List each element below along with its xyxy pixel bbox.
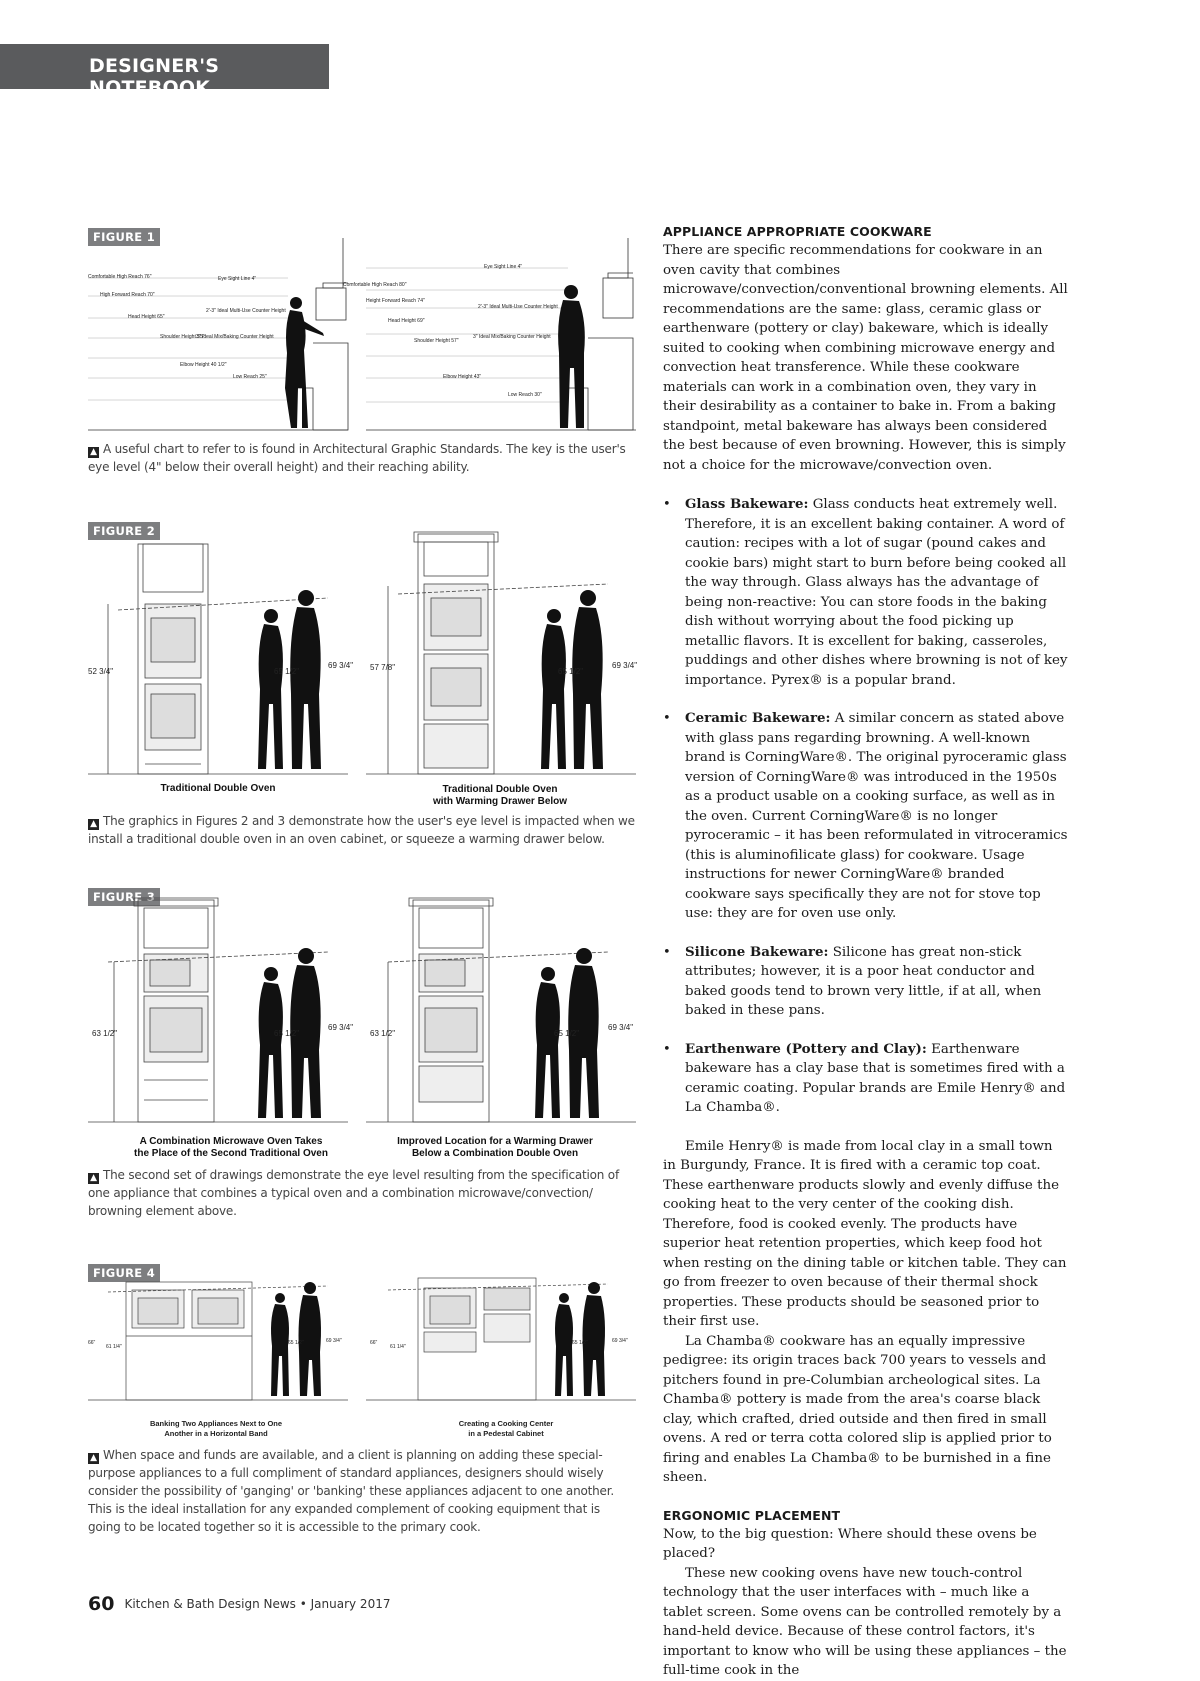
fig3-dim: 65 1/2" <box>274 1029 300 1038</box>
figure-3-drawing <box>88 890 636 1162</box>
fig1-right-label: Head Height 69" <box>388 318 425 324</box>
fig3-dim: 63 1/2" <box>370 1029 396 1038</box>
article-column <box>663 222 1068 1681</box>
figure-4-drawing <box>88 1268 636 1440</box>
fig1-left-label: Head Height 65" <box>128 314 165 320</box>
fig4-dim: 69 3/4" <box>326 1338 342 1344</box>
figure-2-drawing <box>88 524 636 806</box>
figure-3 <box>88 886 636 1220</box>
figure-3-titles <box>88 1134 636 1162</box>
figure-4-caption <box>88 1446 636 1536</box>
section-banner: DESIGNER'S NOTEBOOK <box>0 44 329 89</box>
fig2-dim: 52 3/4" <box>88 667 114 676</box>
arrow-up-icon: ▲ <box>88 819 99 830</box>
fig4-dim: 65 1/2" <box>288 1340 304 1346</box>
page-number: 60 <box>88 1593 115 1615</box>
fig3-dim: 69 3/4" <box>608 1023 634 1032</box>
fig4-dim: 61 1/4" <box>106 1344 122 1350</box>
list-item-term: Silicone Bakeware: <box>685 943 829 960</box>
article-paragraph: There are specific recommendations for cookware in an oven cavity that combines microwave/convection/conventional browning elements. All recommendations are the same: glass, ceramic glass or earthenware (pottery or clay) bakeware, which is ideally suited to cooking when combining microwave energy and convection heat transference. While these cookware materials can work in a combination oven, they vary in their desirability as a container to bake in. From a baking standpoint, metal bakeware has always been considered the best because of even browning. However, this is simply not a choice for the microwave/convection oven. <box>663 243 1068 473</box>
figure-1-svg <box>88 238 636 438</box>
fig4-left-title: Another in a Horizontal Band <box>164 1429 268 1438</box>
figure-1 <box>88 226 636 476</box>
fig3-left-title: A Combination Microwave Oven Takes <box>139 1136 323 1147</box>
caption-text: A useful chart to refer to is found in Architectural Graphic Standards. The key is the user's eye level (4" below their overall height) and their reaching ability. <box>88 442 626 474</box>
arrow-up-icon: ▲ <box>88 1453 99 1464</box>
fig1-left-label: 2'-3" Ideal Multi-Use Counter Height <box>206 308 286 314</box>
figure-4 <box>88 1262 636 1536</box>
list-item-term: Glass Bakeware: <box>685 496 809 512</box>
fig4-right-title: Creating a Cooking Center <box>458 1419 554 1428</box>
fig2-dim: 69 3/4" <box>328 661 354 670</box>
fig3-dim: 63 1/2" <box>92 1029 118 1038</box>
fig3-right-title: Improved Location for a Warming Drawer <box>397 1136 593 1147</box>
figure-2-svg <box>88 524 636 792</box>
fig2-right-title: with Warming Drawer Below <box>432 796 568 807</box>
list-item <box>663 709 1068 924</box>
fig4-dim: 61 1/4" <box>390 1344 406 1350</box>
fig1-left-label: Eye Sight Line 4" <box>218 276 257 282</box>
fig2-right-title: Traditional Double Oven <box>442 784 558 795</box>
fig1-left-label: Low Reach 25" <box>233 374 267 380</box>
fig3-dim: 69 3/4" <box>328 1023 354 1032</box>
list-item-term: Earthenware (Pottery and Clay): <box>685 1040 927 1057</box>
cookware-list <box>663 495 1068 1118</box>
section-heading: APPLIANCE APPROPRIATE COOKWARE <box>663 224 932 239</box>
fig1-right-label: Comfortable High Reach 80" <box>343 282 407 288</box>
fig1-left-label: Elbow Height 40 1/2" <box>180 362 227 368</box>
fig1-left-label: Shoulder Height 55" <box>160 334 205 340</box>
figure-4-svg <box>88 1268 636 1418</box>
list-item <box>663 495 1068 690</box>
arrow-up-icon: ▲ <box>88 447 99 458</box>
list-item-text: Silicone has great non-stick attributes; however, it is a poor heat conductor and baked goods tend to brown very little, if at all, when baked in these pans. <box>685 944 1042 1018</box>
article-paragraph: La Chamba® cookware has an equally impressive pedigree: its origin traces back 700 years to vessels and pitchers found in pre-Columbian archeological sites. La Chamba® pottery is made from the area's coarse black clay, which crafted, dried outside and then fired in small ovens. A red or terra cotta colored slip is applied prior to firing and enables La Chamba® to be burnished in a fine sheen. <box>663 1333 1052 1485</box>
caption-text: The graphics in Figures 2 and 3 demonstrate how the user's eye level is impacted when we install a traditional double oven in an oven cabinet, or squeeze a warming drawer below. <box>88 814 635 846</box>
fig1-right-label: 2'-3" Ideal Multi-Use Counter Height <box>478 304 558 310</box>
figure-label: FIGURE 2 <box>88 522 160 540</box>
figure-3-svg <box>88 890 636 1134</box>
fig4-left-title: Banking Two Appliances Next to One <box>149 1419 283 1428</box>
figure-2 <box>88 520 636 848</box>
article-paragraph: Emile Henry® is made from local clay in a small town in Burgundy, France. It is fired with a ceramic top coat. These earthenware products slowly and evenly diffuse the cooking heat to the very center of the cooking dish. Therefore, food is cooked evenly. The products have superior heat retention properties, which keep food hot when resting on the dining table or kitchen table. They can go from freezer to oven because of their thermal shock properties. These products should be seasoned prior to their first use. <box>663 1138 1067 1329</box>
list-item-term: Ceramic Bakeware: <box>685 710 831 726</box>
fig3-right-title: Below a Combination Double Oven <box>411 1148 579 1159</box>
fig4-dim: 66" <box>88 1340 96 1346</box>
figure-label: FIGURE 3 <box>88 888 160 906</box>
fig1-right-label: Low Reach 30" <box>508 392 542 398</box>
fig3-left-title: the Place of the Second Traditional Oven <box>134 1148 328 1159</box>
fig2-dim: 57 7/8" <box>370 663 396 672</box>
figure-label: FIGURE 1 <box>88 228 160 246</box>
fig4-right-title: in a Pedestal Cabinet <box>468 1429 544 1438</box>
section-heading: ERGONOMIC PLACEMENT <box>663 1507 841 1523</box>
fig1-right-label: Height Forward Reach 74" <box>366 298 425 304</box>
fig2-dim: 65 1/2" <box>274 667 300 676</box>
arrow-up-icon: ▲ <box>88 1173 99 1184</box>
article-paragraph: Now, to the big question: Where should these ovens be placed? <box>663 1526 1037 1561</box>
figure-1-caption <box>88 440 636 476</box>
fig1-right-label: Shoulder Height 57" <box>414 338 459 344</box>
fig4-dim: 69 3/4" <box>612 1338 628 1344</box>
list-item <box>663 1040 1068 1118</box>
caption-text: The second set of drawings demonstrate the eye level resulting from the specification of one appliance that combines a typical oven and a combination microwave/convection/ browning element above. <box>88 1168 619 1218</box>
figure-3-caption <box>88 1166 636 1220</box>
fig3-dim: 65 1/2" <box>554 1029 580 1038</box>
figure-4-titles <box>88 1418 636 1440</box>
caption-text: When space and funds are available, and a client is planning on adding these special-purpose appliances to a full compliment of standard appliances, designers should wisely consider the possibility of 'ganging' or 'banking' these appliances adjacent to one another. This is the ideal installation for any expanded complement of cooking equipment that is going to be located together so it is accessible to the primary cook. <box>88 1448 614 1534</box>
fig1-right-label: Eye Sight Line 4" <box>484 264 523 270</box>
figure-1-drawing <box>88 238 636 438</box>
list-item <box>663 943 1068 1021</box>
fig1-right-label: Elbow Height 43" <box>443 374 482 380</box>
list-item-text: A similar concern as stated above with glass pans regarding browning. A well-known brand is CorningWare®. The original pyroceramic glass version of CorningWare® was introduced in the 1950s as a product usable on a cooking surface, as well as in the oven. Current CorningWare® is no longer pyroceramic – it has been reformulated in vitroceramics (this is aluminofilicate glass) for cookware. Usage instructions for newer CorningWare® branded cookware says specifically they are not for stove top use: they are for oven use only. <box>685 711 1068 921</box>
page-footer <box>88 1593 390 1615</box>
fig4-dim: 66" <box>370 1340 378 1346</box>
figure-2-caption <box>88 812 636 848</box>
article-paragraph: These new cooking ovens have new touch-control technology that the user interfaces with – much like a tablet screen. Some ovens can be controlled remotely by a hand-held device. Because of these control factors, it's important to know who will be using these appliances – the full-time cook in the <box>663 1565 1067 1678</box>
fig1-left-label: Comfortable High Reach 76" <box>88 274 152 280</box>
fig4-dim: 65 1/2" <box>572 1340 588 1346</box>
fig2-dim: 65 1/2" <box>558 667 584 676</box>
publication-line: Kitchen & Bath Design News • January 2017 <box>124 1597 391 1611</box>
fig1-right-label: 3" Ideal Mix/Baking Counter Height <box>473 334 551 340</box>
list-item-text: Glass conducts heat extremely well. Therefore, it is an excellent baking container. A word of caution: recipes with a lot of sugar (pound cakes and cookie bars) might start to burn before being cooked all the way through. Glass always has the advantage of being non-reactive: You can store foods in the baking dish without worrying about the food picking up metallic flavors. It is excellent for baking, casseroles, puddings and other dishes where browning is not of key importance. Pyrex® is a popular brand. <box>685 497 1068 688</box>
fig2-left-title: Traditional Double Oven <box>160 783 276 794</box>
fig2-dim: 69 3/4" <box>612 661 638 670</box>
fig1-left-label: 3" Ideal Mix/Baking Counter Height <box>196 334 274 340</box>
figure-label: FIGURE 4 <box>88 1264 160 1282</box>
fig1-left-label: High Forward Reach 70" <box>100 292 155 298</box>
list-item-text: Earthenware bakeware has a clay base that is sometimes fired with a ceramic coating. Popular brands are Emile Henry® and La Chamba®. <box>685 1041 1066 1115</box>
